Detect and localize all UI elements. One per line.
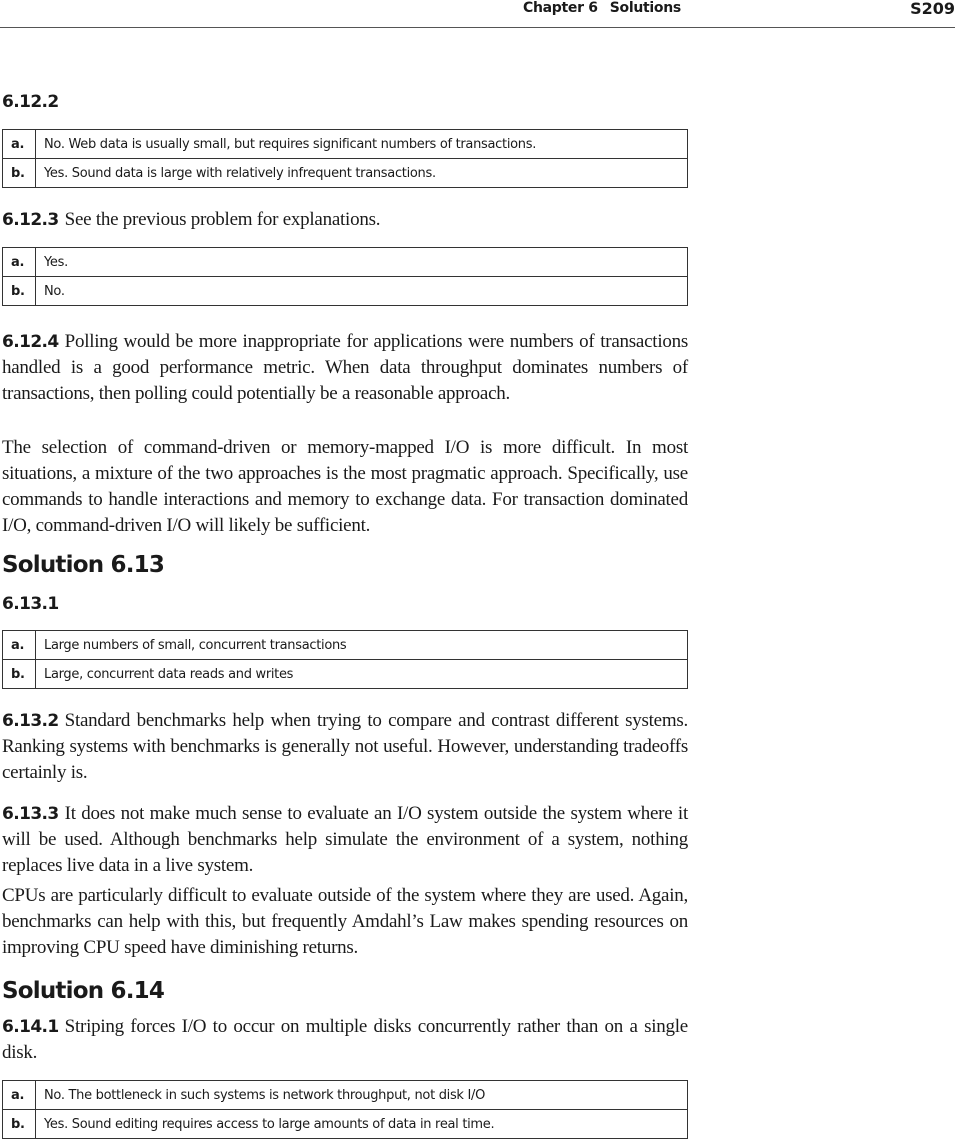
answer-table-6-12-3	[2, 247, 688, 306]
paragraph-6-12-3: 6.12.3 See the previous problem for explanations.	[2, 209, 381, 230]
table-row	[3, 660, 688, 689]
paragraph-6-13-2: 6.13.2 Standard benchmarks help when trying to compare and contrast different systems. Ranking systems with benchmarks is generally not useful. However, understanding tradeoffs certainly is.	[2, 710, 688, 783]
answer-table-6-12-2	[2, 129, 688, 188]
paragraph-6-13-3-cont: CPUs are particularly difficult to evaluate outside of the system where they are used. Again, benchmarks can help with this, but frequently Amdahl’s Law makes spending resources on improving CPU speed have diminishing returns.	[2, 885, 688, 958]
row-label: a.	[3, 1081, 36, 1110]
table-row	[3, 631, 688, 660]
row-label: b.	[3, 1110, 36, 1139]
subsection-number: 6.13.2	[2, 711, 59, 731]
section-label: Solutions	[609, 0, 681, 16]
paragraph-6-14-1: 6.14.1 Striping forces I/O to occur on multiple disks concurrently rather than on a single disk.	[2, 1016, 688, 1063]
table-row	[3, 1110, 688, 1139]
table-row	[3, 277, 688, 306]
row-text: No.	[36, 277, 688, 306]
page-number: S209	[910, 0, 955, 18]
subsection-number: 6.12.3	[2, 210, 59, 230]
row-label: b.	[3, 660, 36, 689]
row-text: Yes. Sound editing requires access to large amounts of data in real time.	[36, 1110, 688, 1139]
table-row	[3, 1081, 688, 1110]
row-label: b.	[3, 159, 36, 188]
subsection-heading-6-12-2: 6.12.2	[2, 92, 59, 112]
solution-heading-6-13: Solution 6.13	[2, 552, 165, 578]
subsection-heading-6-13-1: 6.13.1	[2, 594, 59, 614]
row-text: Large numbers of small, concurrent transactions	[36, 631, 688, 660]
row-text: No. The bottleneck in such systems is network throughput, not disk I/O	[36, 1081, 688, 1110]
table-row	[3, 159, 688, 188]
running-head	[523, 0, 681, 16]
paragraph-6-12-4: 6.12.4 Polling would be more inappropriate for applications were numbers of transactions handled is a good performance metric. When data throughput dominates numbers of transactions, then polling could potentially be a reasonable approach.	[2, 331, 688, 404]
chapter-label: Chapter 6	[523, 0, 598, 16]
row-text: No. Web data is usually small, but requires significant numbers of transactions.	[36, 130, 688, 159]
solution-heading-6-14: Solution 6.14	[2, 978, 165, 1004]
answer-table-6-14-1	[2, 1080, 688, 1139]
row-text: Large, concurrent data reads and writes	[36, 660, 688, 689]
table-row	[3, 130, 688, 159]
subsection-number: 6.14.1	[2, 1017, 59, 1037]
row-label: a.	[3, 130, 36, 159]
paragraph-6-13-3: 6.13.3 It does not make much sense to evaluate an I/O system outside the system where it will be used. Although benchmarks help simulate the environment of a system, nothing replaces live data in a live system.	[2, 803, 688, 876]
row-text: Yes. Sound data is large with relatively infrequent transactions.	[36, 159, 688, 188]
paragraph-6-12-4-cont: The selection of command-driven or memory-mapped I/O is more difficult. In most situations, a mixture of the two approaches is the most pragmatic approach. Specifically, use commands to handle interactions and memory to exchange data. For transaction dominated I/O, command-driven I/O will likely be sufficient.	[2, 437, 688, 536]
row-label: b.	[3, 277, 36, 306]
table-row	[3, 248, 688, 277]
page-header	[0, 0, 955, 28]
answer-table-6-13-1	[2, 630, 688, 689]
row-text: Yes.	[36, 248, 688, 277]
row-label: a.	[3, 248, 36, 277]
subsection-number: 6.13.3	[2, 804, 59, 824]
row-label: a.	[3, 631, 36, 660]
subsection-number: 6.12.4	[2, 332, 59, 352]
